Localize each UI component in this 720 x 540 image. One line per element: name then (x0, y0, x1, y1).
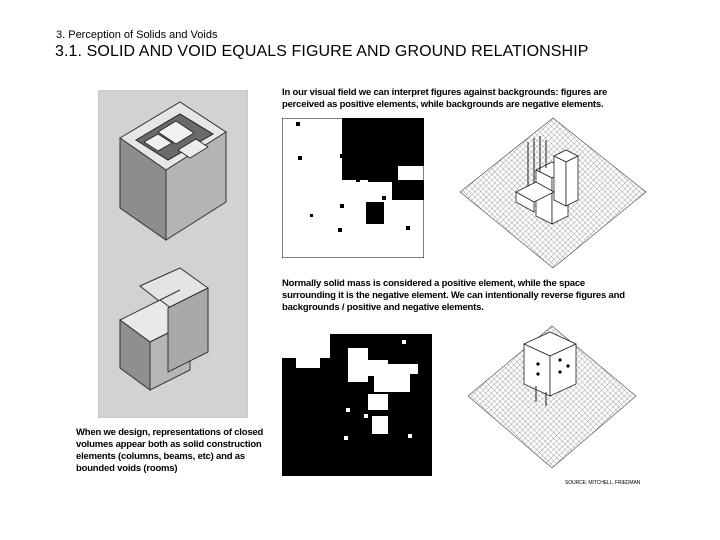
solid-void-axonometric-image (98, 90, 248, 418)
design-representation-text: When we design, representations of closed volumes appear both as solid construction elements (columns, beams, etc) and as bounded voids (rooms) (76, 427, 264, 474)
figure-ground-text: In our visual field we can interpret figures against backgrounds: figures are perceived as positive elements, while backgrounds are negative elements. (282, 87, 608, 110)
reversal-text: Normally solid mass is considered a positive element, while the space surrounding it is the negative element. We can intentionally reverse figures and backgrounds / positive and negative elements. (282, 278, 625, 313)
figure-ground-plan-negative (282, 334, 432, 476)
isometric-solid-grid (458, 112, 648, 272)
isometric-void-grid (466, 322, 638, 472)
figure-ground-plan-positive (282, 118, 424, 258)
source-credit: SOURCE: MITCHELL, FRIEDMAN (565, 480, 641, 486)
section-subtitle: 3. Perception of Solids and Voids (56, 29, 218, 41)
page-title: 3.1. SOLID AND VOID EQUALS FIGURE AND GROUND RELATIONSHIP (55, 43, 589, 60)
